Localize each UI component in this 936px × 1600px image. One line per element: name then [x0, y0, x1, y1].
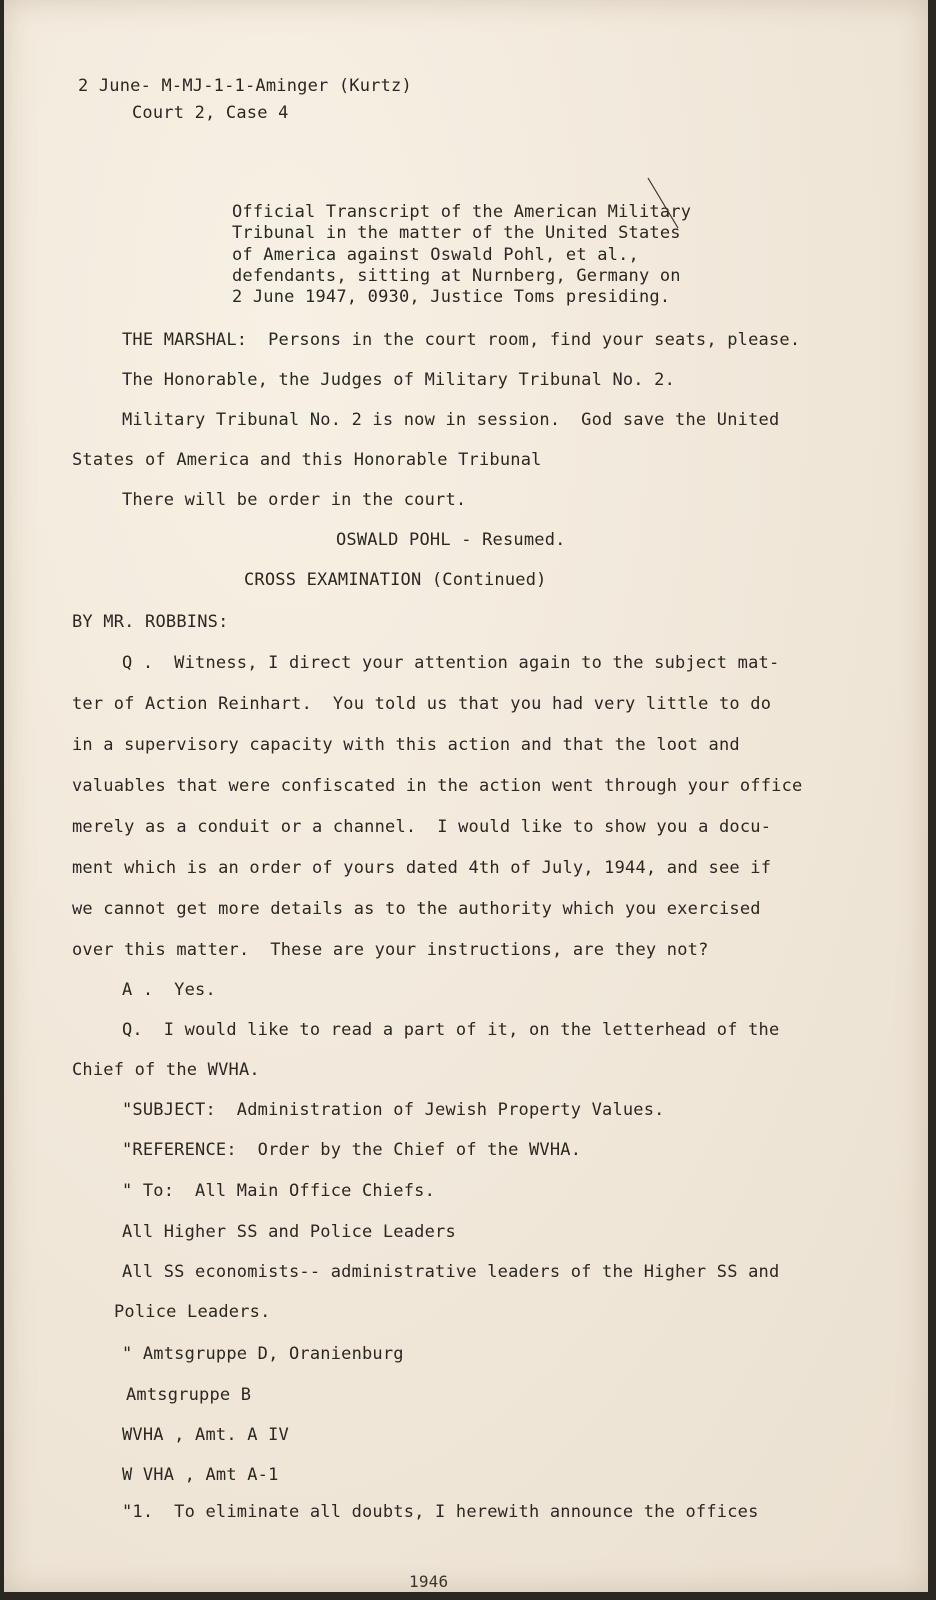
memo-recipient: Police Leaders.	[114, 1302, 271, 1322]
intro-line: 2 June 1947, 0930, Justice Toms presiding.	[232, 287, 671, 307]
memo-reference: "REFERENCE: Order by the Chief of the WVHA.	[122, 1140, 582, 1160]
header-line-1: 2 June- M-MJ-1-1-Aminger (Kurtz)	[78, 76, 412, 96]
examiner-label: BY MR. ROBBINS:	[72, 612, 229, 632]
intro-line: defendants, sitting at Nurnberg, Germany on	[232, 266, 681, 286]
marshal-line: Military Tribunal No. 2 is now in session. God save the United	[122, 410, 780, 430]
marshal-line: There will be order in the court.	[122, 490, 467, 510]
question-line: ment which is an order of yours dated 4th of July, 1944, and see if	[72, 858, 772, 878]
witness-heading: OSWALD POHL - Resumed.	[336, 530, 566, 550]
memo-recipient: All SS economists-- administrative leaders of the Higher SS and	[122, 1262, 780, 1282]
question-line: valuables that were confiscated in the action went through your office	[72, 776, 803, 796]
question-line: Q . Witness, I direct your attention again to the subject mat-	[122, 653, 780, 673]
marshal-line: THE MARSHAL: Persons in the court room, find your seats, please.	[122, 330, 801, 350]
intro-line: of America against Oswald Pohl, et al.,	[232, 245, 639, 265]
cross-examination-heading: CROSS EXAMINATION (Continued)	[244, 570, 547, 590]
memo-recipient: WVHA , Amt. A IV	[122, 1425, 289, 1445]
question-line: ter of Action Reinhart. You told us that you had very little to do	[72, 694, 772, 714]
memo-to: " To: All Main Office Chiefs.	[122, 1181, 436, 1201]
question-line: we cannot get more details as to the authority which you exercised	[72, 899, 761, 919]
question-line: Q. I would like to read a part of it, on the letterhead of the	[122, 1020, 780, 1040]
marshal-line: The Honorable, the Judges of Military Tribunal No. 2.	[122, 370, 676, 390]
memo-recipient: W VHA , Amt A-1	[122, 1465, 279, 1485]
memo-recipient: " Amtsgruppe D, Oranienburg	[122, 1344, 404, 1364]
pen-stroke-mark	[644, 176, 684, 232]
intro-line: Official Transcript of the American Military	[232, 202, 692, 222]
memo-subject: "SUBJECT: Administration of Jewish Property Values.	[122, 1100, 665, 1120]
answer-line: A . Yes.	[122, 980, 216, 1000]
intro-line: Tribunal in the matter of the United States	[232, 223, 681, 243]
page-number: 1946	[409, 1572, 449, 1591]
memo-paragraph: "1. To eliminate all doubts, I herewith announce the offices	[122, 1502, 759, 1522]
memo-recipient: Amtsgruppe B	[126, 1385, 252, 1405]
question-line: merely as a conduit or a channel. I would like to show you a docu-	[72, 817, 772, 837]
document-page	[4, 0, 928, 1592]
marshal-line: States of America and this Honorable Tribunal	[72, 450, 542, 470]
header-line-2: Court 2, Case 4	[132, 103, 289, 123]
question-line: over this matter. These are your instructions, are they not?	[72, 940, 709, 960]
memo-recipient: All Higher SS and Police Leaders	[122, 1222, 456, 1242]
question-line: in a supervisory capacity with this action and that the loot and	[72, 735, 740, 755]
question-line: Chief of the WVHA.	[72, 1060, 260, 1080]
